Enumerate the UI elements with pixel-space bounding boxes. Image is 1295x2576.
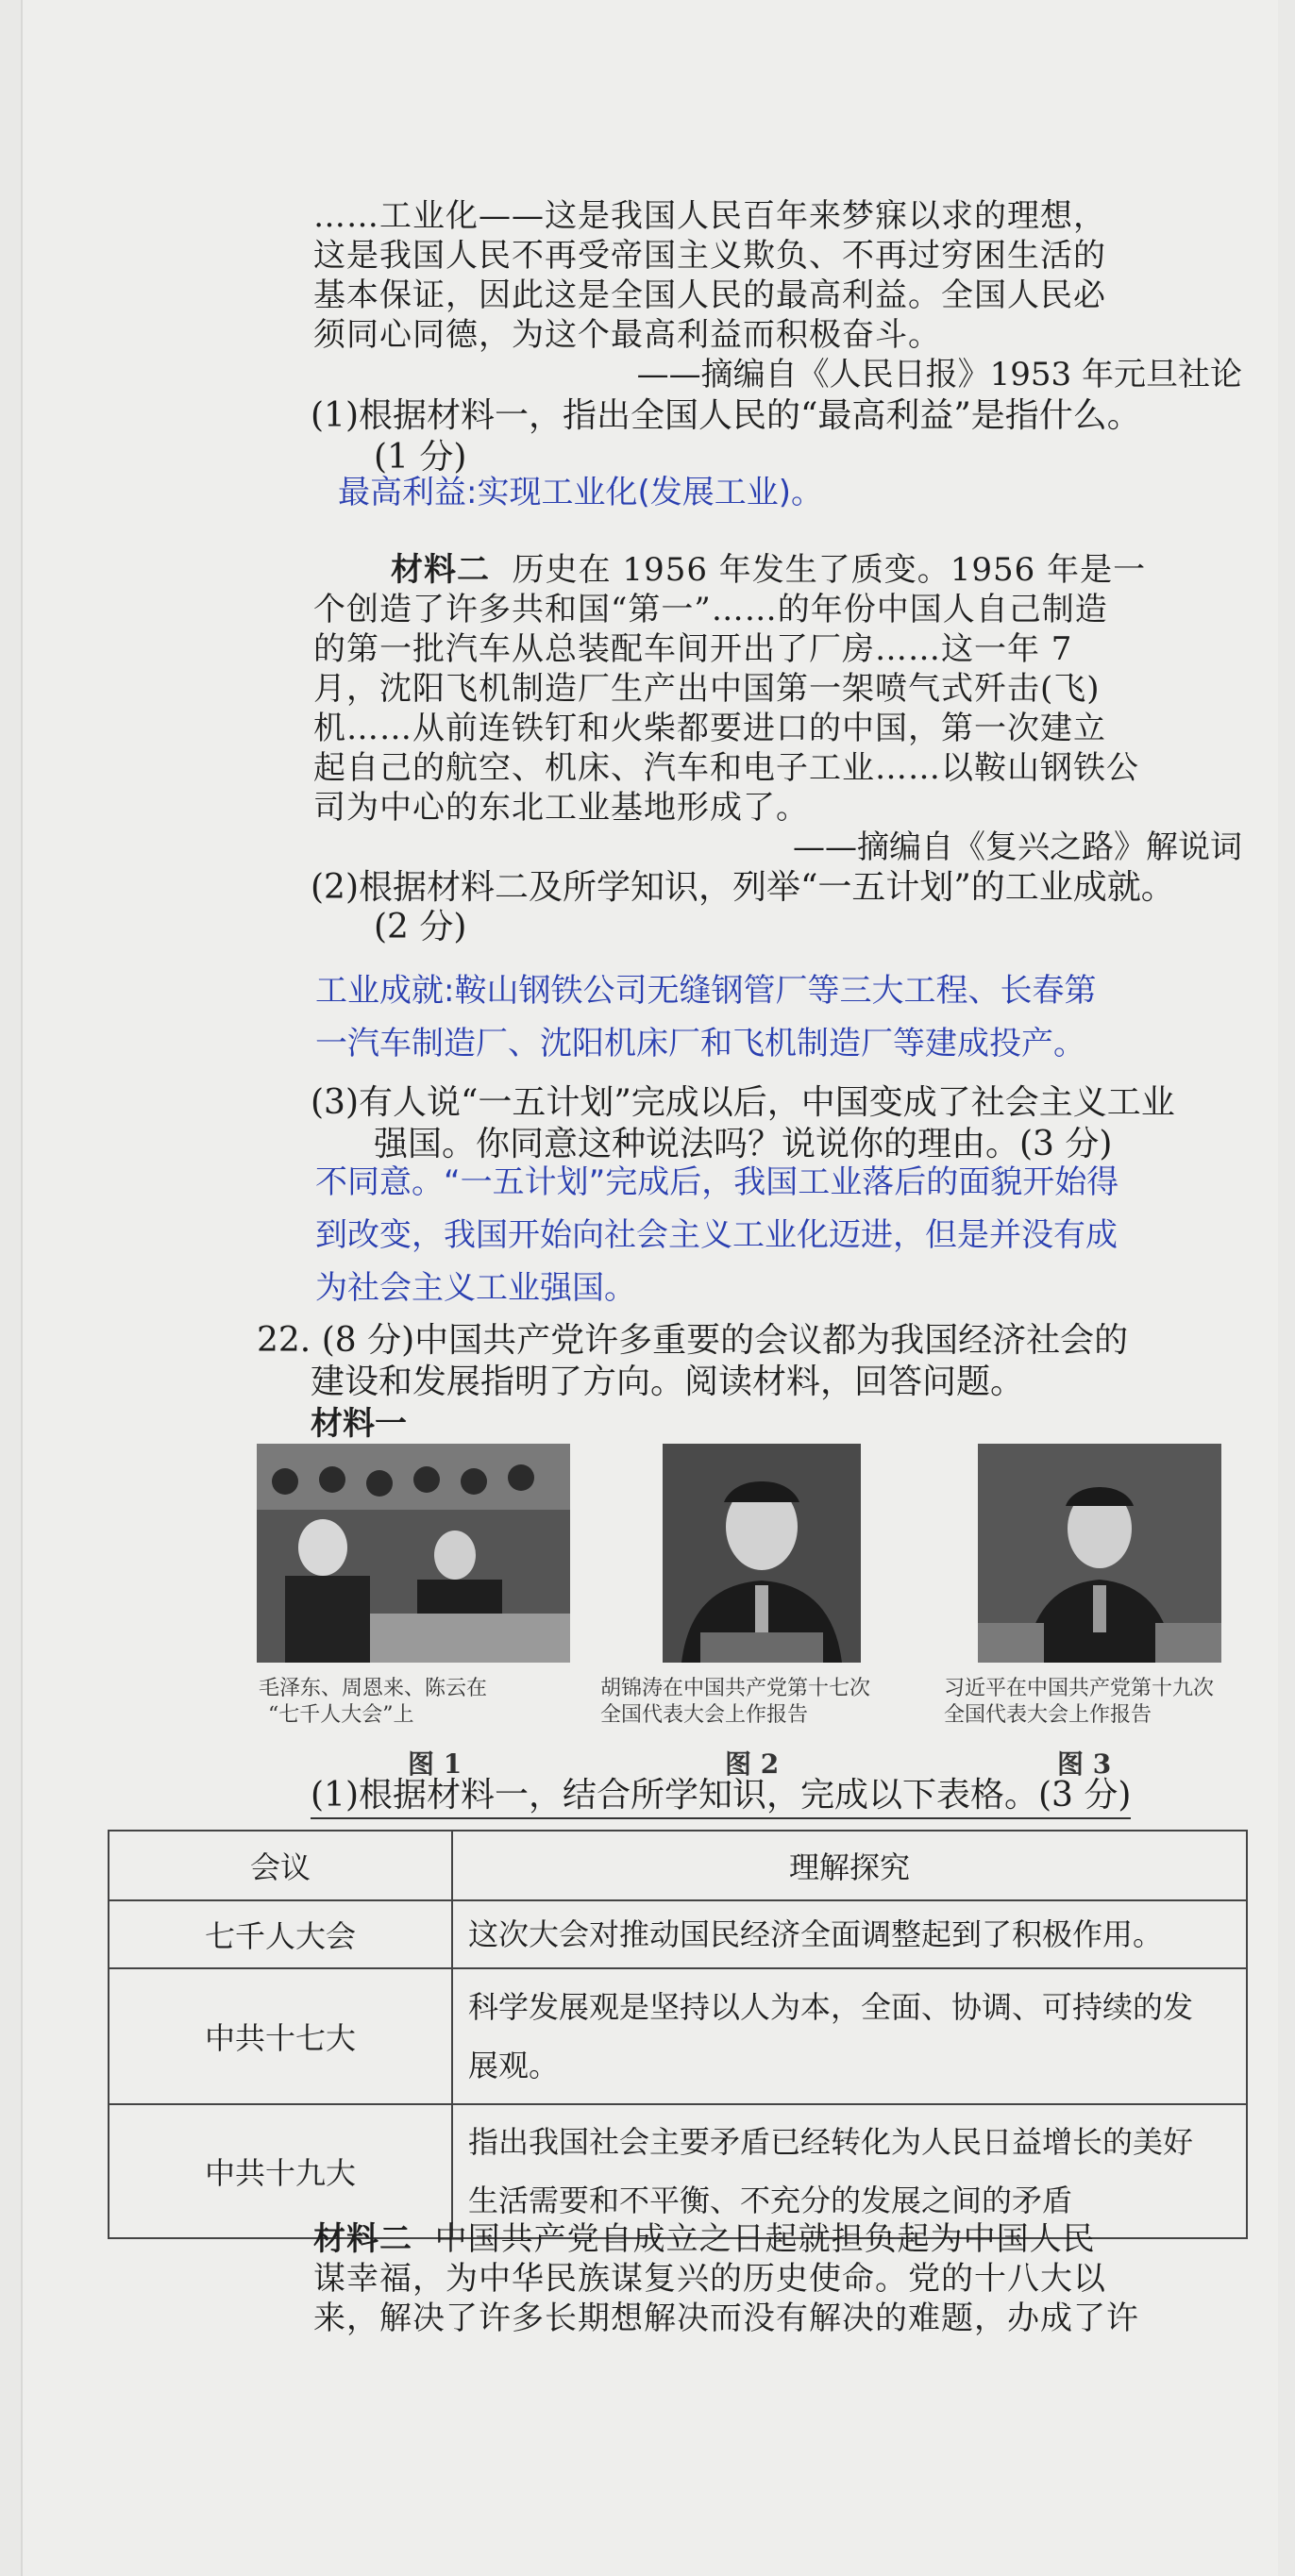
question-3-line: (3)有人说“一五计划”完成以后，中国变成了社会主义工业 [311, 1083, 1175, 1122]
q22-material2-text: 中国共产党自成立之日起就担负起为中国人民 [434, 2220, 1096, 2258]
worksheet-page [21, 0, 1278, 2576]
meeting-table [108, 1830, 1248, 2239]
question-2-answer-line: 一汽车制造厂、沈阳机床厂和飞机制造厂等建成投产。 [315, 1025, 1085, 1062]
cell-line: 生活需要和不平衡、不充分的发展之间的矛盾 [468, 2183, 1073, 2218]
question-2-score: (2 分) [374, 908, 467, 946]
material2-line: 起自己的航空、机床、汽车和电子工业……以鞍山钢铁公 [313, 749, 1139, 787]
table-header: 会议 [109, 1831, 452, 1900]
material2-line: 机……从前连铁钉和火柴都要进口的中国，第一次建立 [313, 710, 1106, 747]
table-row [109, 2104, 1247, 2238]
material2-line: 司为中心的东北工业基地形成了。 [313, 789, 809, 827]
figure-2-label: 图 2 [725, 1748, 780, 1780]
cell-line: 这次大会对推动国民经济全面调整起到了积极作用。 [468, 1916, 1164, 1952]
material1-line: 须同心同德，为这个最高利益而积极奋斗。 [313, 316, 941, 354]
table-header: 理解探究 [452, 1831, 1247, 1900]
question-1-score: (1 分) [374, 438, 467, 477]
question-22-line: 建设和发展指明了方向。阅读材料，回答问题。 [311, 1363, 1025, 1401]
material2-source: ——摘编自《复兴之路》解说词 [793, 828, 1242, 866]
caption-line: 全国代表大会上作报告 [944, 1703, 1152, 1727]
material2-line: 的第一批汽车从总装配车间开出了厂房……这一年 7 [313, 630, 1073, 668]
table-header-row [109, 1831, 1247, 1900]
figure-3-label: 图 3 [1057, 1748, 1112, 1780]
figure-1-caption [259, 1676, 487, 1729]
material2-first-line [391, 550, 1146, 590]
question-2-text: (2)根据材料二及所学知识，列举“一五计划”的工业成就。 [311, 868, 1175, 907]
question-1-answer: 最高利益:实现工业化(发展工业)。 [338, 474, 823, 511]
q22-material-label: 材料一 [311, 1405, 407, 1443]
understanding-cell [452, 1900, 1247, 1968]
cell-line: 科学发展观是坚持以人为本，全面、协调、可持续的发 [468, 1989, 1194, 2025]
q22-material2-first-line [313, 2219, 1096, 2259]
question-3-answer-line: 为社会主义工业强国。 [315, 1269, 636, 1307]
meeting-cell: 中共十九大 [109, 2104, 452, 2238]
figure-3-photo [978, 1444, 1221, 1663]
caption-line: 胡锦涛在中国共产党第十七次 [600, 1677, 871, 1700]
meeting-cell: 中共十七大 [109, 1968, 452, 2104]
question-22-1-text: (1)根据材料一，结合所学知识，完成以下表格。(3 分) [311, 1774, 1131, 1819]
q22-material2-line: 来，解决了许多长期想解决而没有解决的难题，办成了许 [313, 2300, 1139, 2337]
figure-2-photo [663, 1444, 861, 1663]
material2-label: 材料二 [391, 551, 490, 589]
figure-1-photo [257, 1444, 570, 1663]
material2-line: 月，沈阳飞机制造厂生产出中国第一架喷气式歼击(飞) [313, 670, 1101, 708]
q22-material2-label: 材料二 [313, 2220, 412, 2258]
material2-line: 个创造了许多共和国“第一”……的年份中国人自己制造 [313, 591, 1108, 628]
question-1-text: (1)根据材料一，指出全国人民的“最高利益”是指什么。 [311, 396, 1141, 435]
figure-2-caption [600, 1676, 870, 1729]
question-2-answer-line: 工业成就:鞍山钢铁公司无缝钢管厂等三大工程、长春第 [315, 972, 1097, 1010]
caption-line: 毛泽东、周恩来、陈云在 [259, 1677, 488, 1700]
table-row [109, 1900, 1247, 1968]
material2-text: 历史在 1956 年发生了质变。1956 年是一 [512, 551, 1147, 589]
question-3-answer-line: 到改变，我国开始向社会主义工业化迈进，但是并没有成 [315, 1216, 1118, 1254]
understanding-cell [452, 1968, 1247, 2104]
cell-line: 展观。 [468, 2048, 560, 2083]
caption-line: “七千人大会”上 [268, 1703, 414, 1727]
understanding-cell [452, 2104, 1247, 2238]
material1-source: ——摘编自《人民日报》1953 年元旦社论 [636, 356, 1242, 393]
material1-line: 基本保证，因此这是全国人民的最高利益。全国人民必 [313, 276, 1106, 314]
figure-1-label: 图 1 [408, 1748, 462, 1780]
cell-line: 指出我国社会主要矛盾已经转化为人民日益增长的美好 [468, 2124, 1194, 2160]
meeting-cell: 七千人大会 [109, 1900, 452, 1968]
question-3-answer-line: 不同意。“一五计划”完成后，我国工业落后的面貌开始得 [315, 1163, 1119, 1201]
q22-material2-line: 谋幸福，为中华民族谋复兴的历史使命。党的十八大以 [313, 2260, 1106, 2298]
caption-line: 全国代表大会上作报告 [600, 1703, 809, 1727]
question-3-line: 强国。你同意这种说法吗？说说你的理由。(3 分) [374, 1125, 1113, 1163]
table-row [109, 1968, 1247, 2104]
material1-line: 这是我国人民不再受帝国主义欺负、不再过穷困生活的 [313, 237, 1106, 275]
material1-line: ……工业化——这是我国人民百年来梦寐以求的理想， [313, 197, 1106, 235]
figure-3-caption [944, 1676, 1214, 1729]
question-22-line: 22. (8 分)中国共产党许多重要的会议都为我国经济社会的 [257, 1321, 1129, 1360]
caption-line: 习近平在中国共产党第十九次 [944, 1677, 1215, 1700]
